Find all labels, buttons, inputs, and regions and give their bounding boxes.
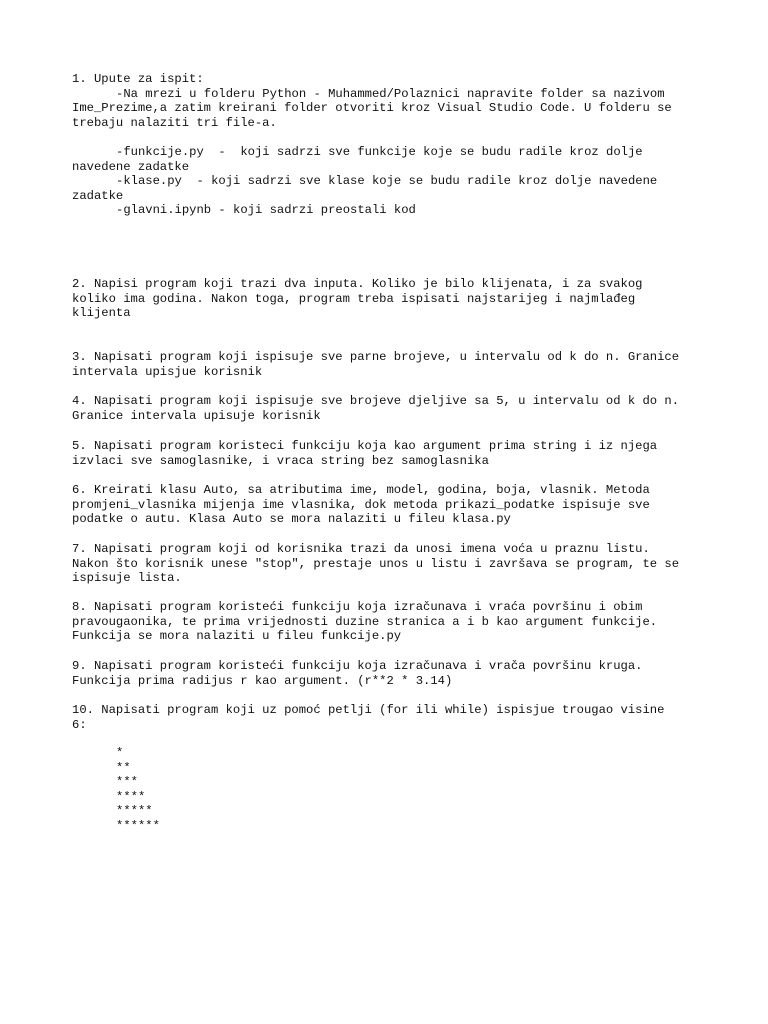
file-item-funkcije: -funkcije.py - koji sadrzi sve funkcije koje se budu radile kroz dolje <box>116 145 643 159</box>
triangle-row: ** <box>116 760 131 775</box>
task-6-text: promjeni_vlasnika mijenja ime vlasnika, dok metoda prikazi_podatke ispisuje sve <box>72 497 650 512</box>
task-6-text: 6. Kreirati klasu Auto, sa atributima ime, model, godina, boja, vlasnik. Metoda <box>72 483 650 497</box>
task-9-text: Funkcija prima radijus r kao argument. (r**2 * 3.14) <box>72 673 453 688</box>
triangle-row: * <box>116 746 124 760</box>
file-item-funkcije: navedene zadatke <box>72 159 190 174</box>
task-4-text: Granice intervala upisuje korisnik <box>72 408 321 423</box>
task-3-text: intervala upisjue korisnik <box>72 364 263 379</box>
task-7-text: ispisuje lista. <box>72 571 182 586</box>
task-8-text: pravougaonika, te prima vrijednosti duzine stranica a i b kao argument funkcije. <box>72 614 658 629</box>
file-item-glavni: -glavni.ipynb - koji sadrzi preostali kod <box>116 203 416 218</box>
triangle-row: ****** <box>116 819 160 833</box>
task-7-text: 7. Napisati program koji od korisnika trazi da unosi imena voća u praznu listu. <box>72 542 650 556</box>
task-2-text: koliko ima godina. Nakon toga, program treba ispisati najstarijeg i najmlađeg <box>72 291 636 306</box>
triangle-row: **** <box>116 789 146 804</box>
triangle-row: ***** <box>116 804 153 819</box>
task-1-text: -Na mrezi u folderu Python - Muhammed/Polaznici napravite folder sa nazivom <box>116 86 665 101</box>
task-1-text: trebaju nalaziti tri file-a. <box>72 115 277 130</box>
task-3-text: 3. Napisati program koji ispisuje sve parne brojeve, u intervalu od k do n. Granice <box>72 350 680 364</box>
task-7-text: Nakon što korisnik unese "stop", prestaje unos u listu i završava se program, te se <box>72 556 680 571</box>
task-2-text: 2. Napisi program koji trazi dva inputa. Koliko je bilo klijenata, i za svakog <box>72 277 643 291</box>
task-5-text: 5. Napisati program koristeci funkciju koja kao argument prima string i iz njega <box>72 439 658 453</box>
triangle-row: *** <box>116 775 138 790</box>
task-10-text: 10. Napisati program koji uz pomoć petlji (for ili while) ispisjue trougao visine <box>72 703 665 717</box>
task-1-text: Ime_Prezime,a zatim kreirani folder otvoriti kroz Visual Studio Code. U folderu se <box>72 101 672 116</box>
file-item-klase: zadatke <box>72 188 124 203</box>
file-item-klase: -klase.py - koji sadrzi sve klase koje se budu radile kroz dolje navedene <box>116 174 658 189</box>
task-10-text: 6: <box>72 717 87 732</box>
task-4-text: 4. Napisati program koji ispisuje sve brojeve djeljive sa 5, u intervalu od k do n. <box>72 394 680 408</box>
task-8-text: 8. Napisati program koristeći funkciju koja izračunava i vraća površinu i obim <box>72 600 643 614</box>
task-1-heading: 1. Upute za ispit: <box>72 72 204 86</box>
task-8-text: Funkcija se mora nalaziti u fileu funkcije.py <box>72 629 402 644</box>
task-6-text: podatke o autu. Klasa Auto se mora nalaziti u fileu klasa.py <box>72 512 511 527</box>
task-9-text: 9. Napisati program koristeći funkciju koja izračunava i vrača površinu kruga. <box>72 659 643 673</box>
task-2-text: klijenta <box>72 306 131 321</box>
task-5-text: izvlaci sve samoglasnike, i vraca string bez samoglasnika <box>72 453 489 468</box>
